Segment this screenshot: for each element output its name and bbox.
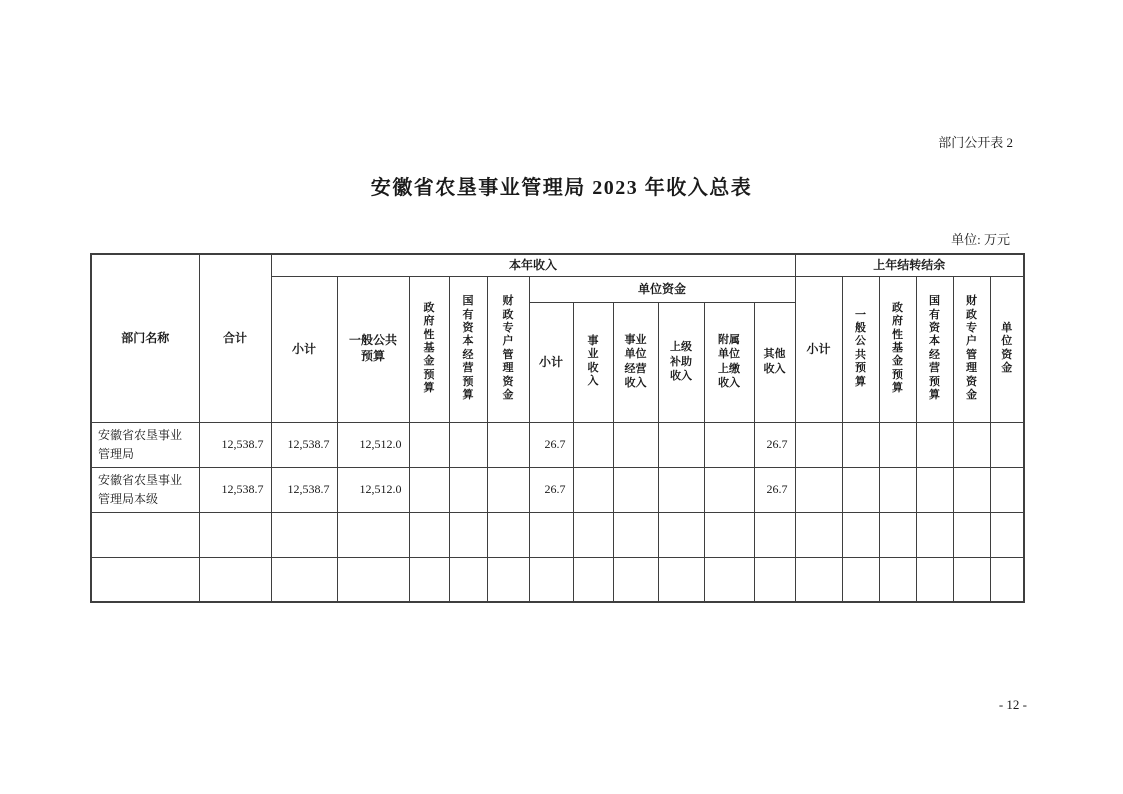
table-cell: 26.7 <box>754 422 795 467</box>
table-cell <box>573 512 613 557</box>
table-cell <box>990 467 1024 512</box>
table-cell <box>842 422 879 467</box>
table-cell <box>409 557 449 602</box>
table-cell <box>529 557 573 602</box>
table-cell <box>449 557 487 602</box>
table-cell <box>879 557 916 602</box>
doc-label: 部门公开表 2 <box>938 135 1013 150</box>
table-cell <box>271 557 337 602</box>
table-cell <box>953 512 990 557</box>
table-cell <box>842 512 879 557</box>
table-cell <box>795 422 842 467</box>
header-py-subtotal: 小计 <box>795 276 842 422</box>
header-uf-affiliated-remitted-income: 附属单位上缴收入 <box>704 302 754 422</box>
table-cell <box>449 422 487 467</box>
table-cell <box>658 512 704 557</box>
table-cell: 26.7 <box>754 467 795 512</box>
table-cell <box>953 557 990 602</box>
table-cell <box>487 557 529 602</box>
table-cell <box>704 512 754 557</box>
dept-name-cell: 安徽省农垦事业管理局 <box>91 422 199 467</box>
header-row-1 <box>91 254 1024 276</box>
table-cell: 12,512.0 <box>337 422 409 467</box>
table-cell <box>337 512 409 557</box>
table-cell <box>487 512 529 557</box>
header-uf-business-income: 事业收入 <box>573 302 613 422</box>
table-cell <box>953 422 990 467</box>
table-cell <box>409 467 449 512</box>
header-uf-subtotal: 小计 <box>529 302 573 422</box>
table-cell <box>842 557 879 602</box>
table-cell <box>573 557 613 602</box>
header-uf-other-income: 其他收入 <box>754 302 795 422</box>
table-cell <box>916 422 953 467</box>
header-py-unit-funds: 单位资金 <box>990 276 1024 422</box>
table-row <box>91 422 1024 467</box>
table-cell <box>199 512 271 557</box>
table-cell <box>199 557 271 602</box>
table-row <box>91 467 1024 512</box>
table-cell <box>916 557 953 602</box>
table-cell <box>754 557 795 602</box>
table-cell <box>704 467 754 512</box>
table-cell <box>449 512 487 557</box>
header-cy-fiscal-account-funds: 财政专户管理资金 <box>487 276 529 422</box>
table-cell <box>613 422 658 467</box>
header-py-fiscal-account-funds: 财政专户管理资金 <box>953 276 990 422</box>
table-cell <box>916 512 953 557</box>
table-cell <box>613 467 658 512</box>
table-cell <box>795 557 842 602</box>
header-unit-funds: 单位资金 <box>529 276 795 302</box>
table-cell: 12,512.0 <box>337 467 409 512</box>
table-cell <box>613 512 658 557</box>
table-cell <box>271 512 337 557</box>
table-cell <box>916 467 953 512</box>
table-cell <box>879 512 916 557</box>
dept-name-cell <box>91 557 199 602</box>
table-cell <box>704 422 754 467</box>
header-cy-state-capital-budget: 国有资本经营预算 <box>449 276 487 422</box>
table-cell: 12,538.7 <box>271 422 337 467</box>
table-cell <box>658 422 704 467</box>
table-cell <box>990 557 1024 602</box>
header-current-year-income: 本年收入 <box>271 254 795 276</box>
table-cell <box>658 467 704 512</box>
header-cy-general-public-budget: 一般公共预算 <box>337 276 409 422</box>
table-cell <box>953 467 990 512</box>
header-py-state-capital-budget: 国有资本经营预算 <box>916 276 953 422</box>
table-cell <box>842 467 879 512</box>
table-cell <box>409 422 449 467</box>
table-cell: 26.7 <box>529 422 573 467</box>
table-cell <box>573 467 613 512</box>
header-py-gov-fund-budget: 政府性基金预算 <box>879 276 916 422</box>
header-grand-total: 合计 <box>199 254 271 422</box>
page-number: - 12 - <box>998 697 1027 712</box>
header-uf-superior-subsidy-income: 上级补助收入 <box>658 302 704 422</box>
header-uf-business-operating-income: 事业单位经营收入 <box>613 302 658 422</box>
header-cy-gov-fund-budget: 政府性基金预算 <box>409 276 449 422</box>
table-cell <box>990 422 1024 467</box>
page-title: 安徽省农垦事业管理局 2023 年收入总表 <box>370 177 753 199</box>
table-cell <box>487 422 529 467</box>
table-cell <box>879 422 916 467</box>
table-cell <box>658 557 704 602</box>
header-dept-name: 部门名称 <box>91 254 199 422</box>
table-row <box>91 557 1024 602</box>
header-prev-year-carryover: 上年结转结余 <box>795 254 1024 276</box>
unit-label: 单位: 万元 <box>951 232 1010 247</box>
table-cell <box>990 512 1024 557</box>
table-cell <box>573 422 613 467</box>
table-cell: 12,538.7 <box>199 422 271 467</box>
table-cell <box>795 512 842 557</box>
table-cell: 12,538.7 <box>271 467 337 512</box>
table-cell <box>409 512 449 557</box>
table-cell <box>754 512 795 557</box>
dept-name-cell <box>91 512 199 557</box>
table-cell <box>879 467 916 512</box>
table-cell: 12,538.7 <box>199 467 271 512</box>
table-cell: 26.7 <box>529 467 573 512</box>
table-cell <box>529 512 573 557</box>
table-cell <box>449 467 487 512</box>
table-cell <box>337 557 409 602</box>
dept-name-cell: 安徽省农垦事业管理局本级 <box>91 467 199 512</box>
table-cell <box>487 467 529 512</box>
income-table <box>90 253 1025 603</box>
table-cell <box>613 557 658 602</box>
table-cell <box>795 467 842 512</box>
header-cy-subtotal: 小计 <box>271 276 337 422</box>
table-cell <box>704 557 754 602</box>
table-row <box>91 512 1024 557</box>
header-py-general-public-budget: 一般公共预算 <box>842 276 879 422</box>
